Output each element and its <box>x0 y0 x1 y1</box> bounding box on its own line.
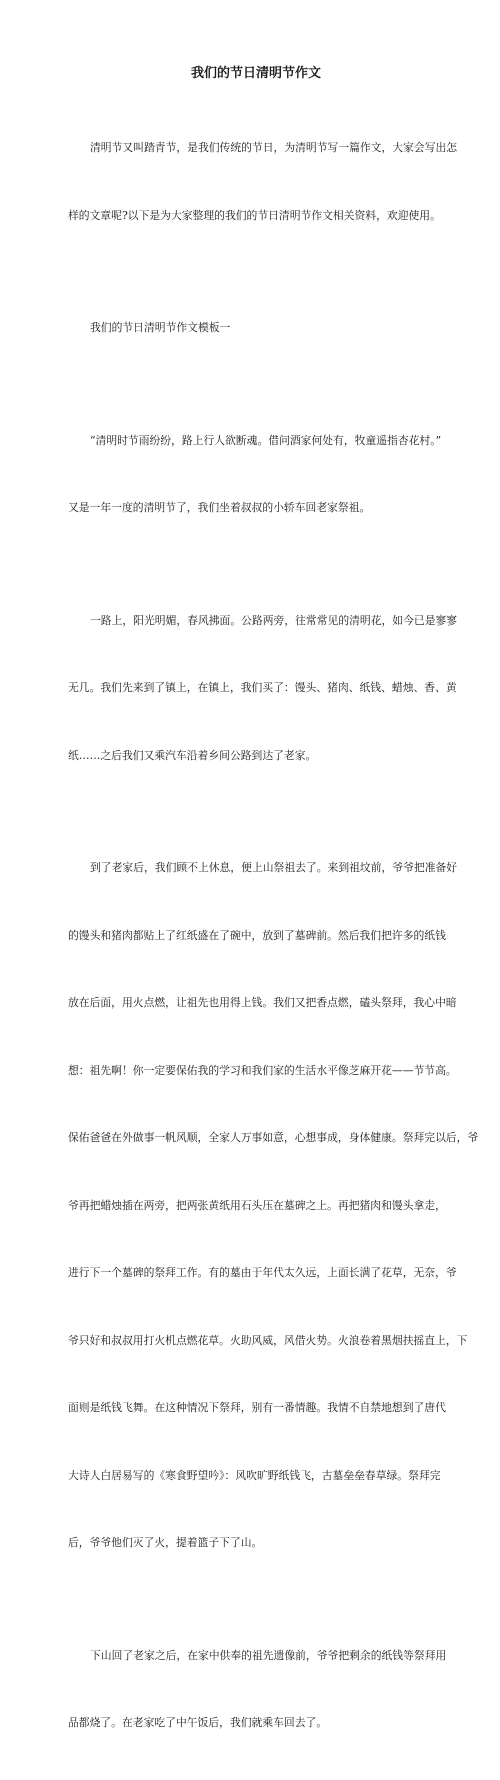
text-line: 面则是纸钱飞舞。在这种情况下祭拜，别有一番情趣。我情不自禁地想到了唐代 <box>68 1401 446 1414</box>
text-line: 放在后面，用火点燃，让祖先也用得上钱。我们又把香点燃，磕头祭拜，我心中暗 <box>68 996 457 1009</box>
text-line: 品都烧了。在老家吃了中午饭后，我们就乘车回去了。 <box>68 1716 328 1729</box>
text-line: “清明时节雨纷纷，路上行人欲断魂。借问酒家何处有，牧童遥指杏花村。” <box>90 433 442 447</box>
text-line: 后，爷爷他们灭了火，提着篮子下了山。 <box>68 1536 263 1549</box>
text-line: 纸……之后我们又乘汽车沿着乡间公路到达了老家。 <box>68 748 317 762</box>
text-line: 的馒头和猪肉都贴上了红纸盛在了碗中，放到了墓碑前。然后我们把许多的纸钱 <box>68 928 446 942</box>
text-line: 无几。我们先来到了镇上，在镇上，我们买了：馒头、猪肉、纸钱、蜡烛、香、黄 <box>68 681 457 694</box>
text-line: 清明节又叫踏青节，是我们传统的节日，为清明节写一篇作文，大家会写出怎 <box>90 141 458 154</box>
article-title: 我们的节日清明节作文 <box>190 66 321 81</box>
text-line: 爷只好和叔叔用打火机点燃花草。火助风威，风借火势。火浪卷着黑烟扶摇直上，下 <box>68 1333 468 1347</box>
text-line: 大诗人白居易写的《寒食野望吟》：风吹旷野纸钱飞，古墓垒垒春草绿。祭拜完 <box>68 1468 441 1482</box>
text-line: 到了老家后，我们顾不上休息，便上山祭祖去了。来到祖坟前，爷爷把准备好 <box>90 861 458 874</box>
paragraph-journey <box>68 565 458 813</box>
paragraph-poem <box>68 385 444 565</box>
text-line: 下山回了老家之后，在家中供奉的祖先遗像前，爷爷把剩余的纸钱等祭拜用 <box>90 1648 447 1662</box>
text-line: 想：祖先啊！你一定要保佑我的学习和我们家的生活水平像芝麻开花——节节高。 <box>68 1063 457 1077</box>
text-line: 保佑爸爸在外做事一帆风顺，全家人万事如意，心想事成，身体健康。祭拜完以后，爷 <box>68 1131 479 1144</box>
paragraph-return <box>68 1600 447 1780</box>
text-line: 爷再把蜡烛插在两旁，把两张黄纸用石头压在墓碑之上。再把猪肉和馒头拿走， <box>68 1198 446 1212</box>
text-line: 样的文章呢?以下是为大家整理的我们的节日清明节作文相关资料，欢迎使用。 <box>68 208 441 222</box>
text-line: 又是一年一度的清明节了，我们坐着叔叔的小轿车回老家祭祖。 <box>68 501 371 514</box>
paragraph-template-heading <box>68 272 444 385</box>
text-line: 进行下一个墓碑的祭拜工作。有的墓由于年代太久远，上面长满了花草，无奈，爷 <box>68 1266 457 1279</box>
text-line: 一路上，阳光明媚，春风拂面。公路两旁，往常常见的清明花，如今已是寥寥 <box>90 613 458 627</box>
paragraph-worship <box>68 812 479 1600</box>
text-line: 我们的节日清明节作文模板一 <box>90 321 231 334</box>
paragraph-intro <box>68 92 458 272</box>
